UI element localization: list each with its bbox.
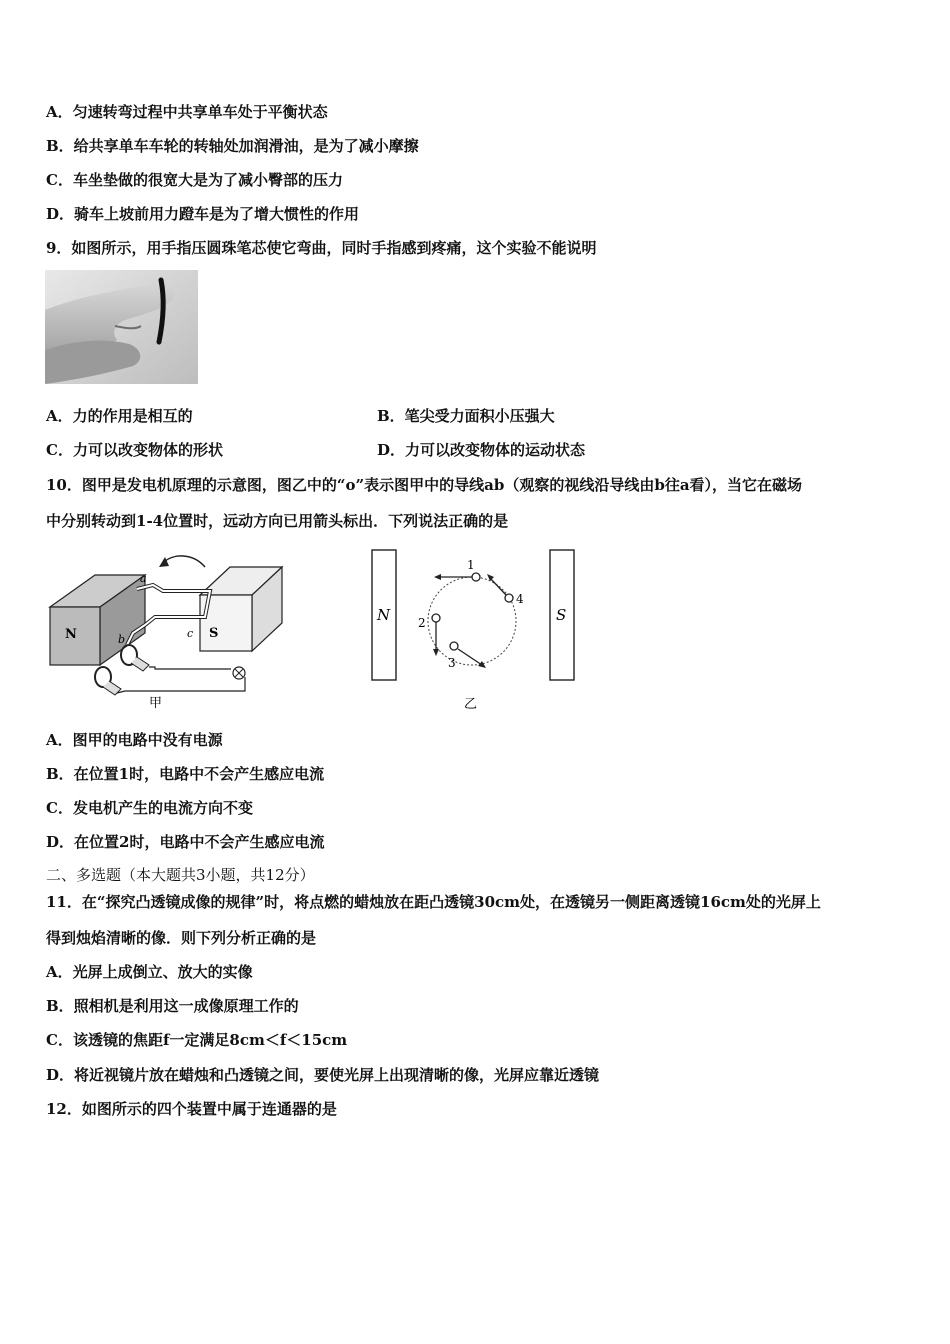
position-4-label: 4 xyxy=(516,592,524,606)
q8-option-c: C．车坐垫做的很宽大是为了减小臀部的压力 xyxy=(46,171,343,189)
s-magnet-label: S xyxy=(209,626,219,641)
label-c: c xyxy=(187,627,194,640)
label-b: b xyxy=(118,633,126,646)
q12-stem: 12．如图所示的四个装置中属于连通器的是 xyxy=(46,1100,337,1118)
position-3-label: 3 xyxy=(448,656,456,670)
q10-stem-line2: 中分别转动到1-4位置时，远动方向已用箭头标出．下列说法正确的是 xyxy=(46,512,509,530)
position-1-label: 1 xyxy=(467,558,475,572)
rotation-circle xyxy=(428,577,516,665)
q11-option-b: B．照相机是利用这一成像原理工作的 xyxy=(46,997,299,1015)
q8-option-d: D．骑车上坡前用力蹬车是为了增大惯性的作用 xyxy=(46,205,360,223)
q9-option-b: B．笔尖受力面积小压强大 xyxy=(377,407,555,425)
n-pole-label: N xyxy=(377,606,391,624)
q9-stem: 9．如图所示，用手指压圆珠笔芯使它弯曲，同时手指感到疼痛，这个实验不能说明 xyxy=(46,239,597,257)
q9-option-a: A．力的作用是相互的 xyxy=(46,407,193,425)
q10-option-b: B．在位置1时，电路中不会产生感应电流 xyxy=(46,765,325,783)
label-a: a xyxy=(140,572,147,585)
q11-option-d: D．将近视镜片放在蜡烛和凸透镜之间，要使光屏上出现清晰的像，光屏应靠近透镜 xyxy=(46,1066,600,1084)
q8-option-a: A．匀速转弯过程中共享单车处于平衡状态 xyxy=(46,103,328,121)
finger-pressing-pen-refill-photo xyxy=(45,270,198,384)
circuit-wire-top xyxy=(149,667,231,669)
position-2-marker xyxy=(432,614,440,622)
q10-option-c: C．发电机产生的电流方向不变 xyxy=(46,799,253,817)
q11-stem-line1: 11．在“探究凸透镜成像的规律”时，将点燃的蜡烛放在距凸透镜30cm处，在透镜另一侧距离透镜16cm处的光屏上 xyxy=(46,893,821,911)
brush xyxy=(131,657,149,671)
s-pole-label: S xyxy=(556,606,567,624)
q11-option-c: C．该透镜的焦距f一定满足8cm＜f＜15cm xyxy=(46,1031,348,1049)
q10-stem-line1: 10．图甲是发电机原理的示意图，图乙中的“o”表示图甲中的导线ab（观察的视线沿导线由b往a看），当它在磁场 xyxy=(46,476,803,494)
q11-option-a: A．光屏上成倒立、放大的实像 xyxy=(46,963,253,981)
position-4-marker xyxy=(505,594,513,602)
rotation-arrow xyxy=(163,556,205,567)
q10-option-a: A．图甲的电路中没有电源 xyxy=(46,731,223,749)
q10-option-d: D．在位置2时，电路中不会产生感应电流 xyxy=(46,833,325,851)
n-magnet-label: N xyxy=(65,627,77,642)
section2-title: 二、多选题（本大题共3小题，共12分） xyxy=(46,866,315,884)
circuit-wire-bottom xyxy=(117,677,245,693)
fig-jia-caption: 甲 xyxy=(149,696,163,710)
generator-diagram-jia xyxy=(45,545,295,710)
position-1-marker xyxy=(472,573,480,581)
position-2-label: 2 xyxy=(418,616,426,630)
q9-option-c: C．力可以改变物体的形状 xyxy=(46,441,223,459)
fig-yi-caption: 乙 xyxy=(464,697,478,712)
coil-positions-diagram-yi xyxy=(370,548,585,713)
q11-stem-line2: 得到烛焰清晰的像．则下列分析正确的是 xyxy=(46,929,317,947)
q8-option-b: B．给共享单车车轮的转轴处加润滑油，是为了减小摩擦 xyxy=(46,137,419,155)
q9-option-d: D．力可以改变物体的运动状态 xyxy=(377,441,586,459)
position-3-marker xyxy=(450,642,458,650)
